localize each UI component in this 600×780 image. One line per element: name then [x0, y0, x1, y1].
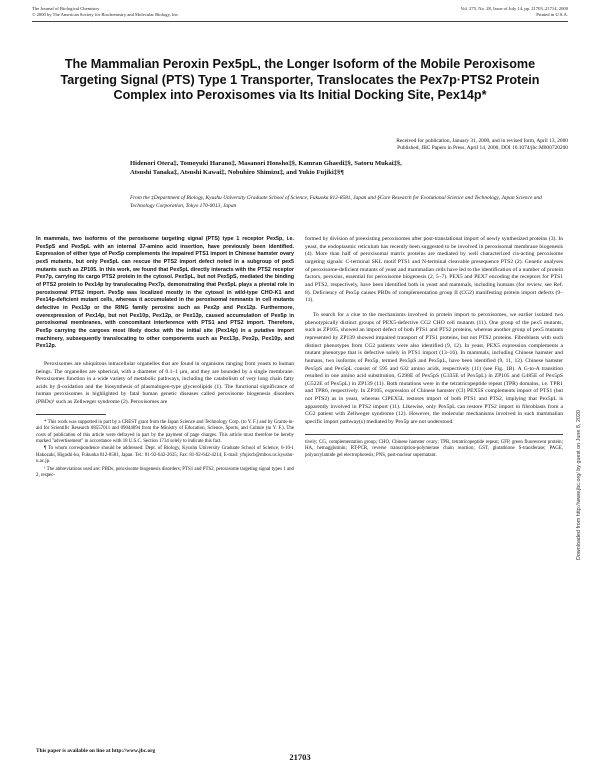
footnote-rule-right [305, 434, 563, 435]
copyright-line: © 2000 by The American Society for Biochemistry and Molecular Biology, Inc. [32, 12, 179, 17]
right-column [305, 236, 563, 459]
running-header-right [461, 6, 569, 18]
footnote-rule [36, 414, 106, 415]
journal-name: The Journal of Biological Chemistry [32, 6, 100, 11]
author-list [130, 159, 550, 177]
volume-issue: Vol. 275, No. 28, Issue of July 14, pp. 21703–21714, 2000 [460, 6, 568, 11]
online-availability: This paper is available on line at http://www.jbc.org [36, 748, 156, 754]
intro-paragraph-1: Peroxisomes are ubiquitous intracellular organelles that are found in organisms ranging from yeasts to human beings. The organelles are spherical, with a diameter of 0.1–1 µm, and they are bounded by a single membrane. Peroxisomes function in a wide variety of metabolic pathways, including the catabolism of very long chain fatty acids by β-oxidation and the biosynthesis of plasmalogen-type glycerolipids (1). The functional significance of human peroxisomes is highlighted by fatal human genetic diseases called peroxisome biogenesis disorders (PBDs)¹ such as Zellweger syndrome (2). Peroxisomes are [36, 360, 294, 406]
article-title: The Mammalian Peroxin Pex5pL, the Longer Isoform of the Mobile Peroxisome Targeting Signal (PTS) Type 1 Transporter, Translocates the Pex7p·PTS2 Protein Complex into Peroxisomes via Its Initial Docking Site, Pex14p* [60, 57, 540, 102]
page-number: 21703 [289, 752, 311, 762]
received-date: Received for publication, January 31, 2000, and in revised form, April 13, 2000 [396, 138, 568, 144]
download-sidebar: Downloaded from http://www.jbc.org/ by guest on June 8, 2020 [576, 410, 582, 560]
publication-dates [148, 138, 568, 153]
authors-line-1: Hidenori Otera‡, Tomoyuki Harano‡, Masanori Honsho‡§, Kamran Ghaedi‡§, Satoru Mukai‡§, [130, 160, 402, 167]
left-column [36, 236, 294, 480]
footnote-continued: tively; CG, complementation group; CHO, Chinese hamster ovary; TPR, tetratricopeptide repeat; GFP, green fluorescent protein; HA, hemagglutinin; RT-PCR, reverse transcription-polymerase chain reaction; GST, glutathione S-transferase; PAGE, polyacrylamide gel electrophoresis; PNS, post-nuclear supernatant. [305, 439, 563, 458]
footnotes [36, 420, 294, 480]
affiliation: From the ‡Department of Biology, Kyushu University Graduate School of Science, Fukuoka 812-8581, Japan and §Core Research for Evolutional Science and Technology, Japan Science and Technology Corporation, Tokyo 170-0013, Japan [130, 195, 542, 209]
footnote-funding: * This work was supported in part by a CREST grant from the Japan Science and Technology Corp. (to Y. F.) and by Grants-in-aid for Scientific Research 08557011 and 09044094 from the Ministry of Education, Science, Sports, and Culture (to Y. F.). The costs of publication of this article were defrayed in part by the payment of page charges. This article must therefore be hereby marked "advertisement" in accordance with 18 U.S.C. Section 1734 solely to indicate this fact. [36, 419, 294, 444]
footnote-abbreviations: ¹ The abbreviations used are: PBDs, peroxisome biogenesis disorders; PTS1 and PTS2, peroxisome targeting signal types 1 and 2, respec- [36, 466, 294, 479]
printed-in: Printed in U.S.A. [536, 12, 568, 17]
header-rule [32, 21, 568, 22]
running-header-left [32, 6, 179, 18]
abstract: In mammals, two isoforms of the peroxisome targeting signal (PTS) type 1 receptor Pex5p, i.e. Pex5pS and Pex5pL with an internal 37-amino acid insertion, have previously been identified. Expression of either type of Pex5p complements the impaired PTS1 import in Chinese hamster ovary pex5 mutants, but only Pex5pL can rescue the PTS2 import defect noted in a subgroup of pex5 mutants such as ZP105. In this work, we found that Pex5pL directly interacts with the PTS2 receptor Pex7p, carrying its cargo PTS2 protein in the cytosol. Pex5pL, but not Pex5pS, mediated the binding of PTS2 protein to Pex14p by translocating Pex7p, demonstrating that Pex5pL plays a pivotal role in peroxisomal PTS2 import. Pex5p was localized mostly in the cytosol in wild-type CHO-K1 and Pex14p-deficient mutant cells, whereas it accumulated in the peroxisomal remnants in cell mutants defective in Pex13p or the RING family peroxins such as Pex2p and Pex12p. Furthermore, overexpression of Pex14p, but not Pex10p, Pex12p, or Pex13p, caused accumulation of Pex5p in peroxisomal membranes, with concomitant interference with PTS1 and PTS2 import. Therefore, Pex5p carrying the cargoes most likely docks with the initial site (Pex14p) in a putative import machinery, subsequently translocating to other components such as Pex13p, Pex2p, Pex10p, and Pex12p. [36, 236, 294, 350]
intro-paragraph-2: formed by division of preexisting peroxisomes after post-translational import of newly synthesized proteins (3). In yeast, the endoplasmic reticulum has recently been suggested to be involved in peroxisomal membrane biogenesis (4). More than half of peroxisomal matrix proteins are mediated by well characterized cis-acting peroxisome targeting signals: C-terminal SKL motif PTS1 and N-terminal cleavable presequence PTS2 (2). Genetic analyses of peroxisome-deficient mutants of yeast and mammalian cells have led to the identification of a number of protein factors, peroxins, essential for peroxisome biogenesis (2, 5–7). PEX5 and PEX7 encoding the receptors for PTS1 and PTS2, respectively, have been identified both in yeast and mammals, including humans (for review, see Ref. 8). Deficiency of Pex5p causes PBDs of complementation group II (CG2) manifesting protein import defects (9–11). [305, 236, 563, 304]
intro-paragraph-3: To search for a clue to the mechanisms involved in protein import to peroxisomes, we earlier isolated two phenotypically distinct groups of PEX5-defective CG2 CHO cell mutants (11). One group of the pex5 mutants, such as ZP105, showed an import defect of both PTS1 and PTS2 proteins, whereas another group of pex5 mutants represented by ZP139 showed impaired transport of PTS1 proteins, but not PTS2 proteins. Fibroblasts with such distinct phenotypes from CG2 patients were also identified (9, 12). In yeast, PEX5 expression complements a mutant phenotype that is defective solely in PTS1 import (13–16). In mammals, including Chinese hamster and humans, two isoforms of Pex5p, termed Pex5pS and Pex5pL, have been identified (9, 11, 12). Chinese hamster Pex5pS and Pex5pL consist of 595 and 632 amino acids, respectively (11) (see Fig. 1B). A G-to-A transition resulted in one amino acid substitution, G298E of Pex5pS (G335E of Pex5pL) in ZP105 and G485E of Pex5pS (G522E of Pex5pL) in ZP139 (11). Both mutations were in the tetratricopeptide repeat (TPR) domains, i.e. TPR1 and TPR6, respectively. In ZP105, expression of Chinese hamster (Cl) PEX5S complements import of PTS1 (but not PTS2) as in yeast, whereas ClPEX5L restores import of both PTS1 and PTS2, implying that Pex5pL is apparently involved in PTS2 import (11). Likewise, only Pex5pL can restore PTS2 import in fibroblasts from a CG2 patient with Zellweger syndrome (12). However, the molecular mechanisms involved in such mammalian specific import pathway(s) mediated by Pex5p are not understood. [305, 311, 563, 426]
footnote-correspondence: ¶ To whom correspondence should be addressed: Dept. of Biology, Kyushu University Graduate School of Science, 6-10-1 Hakozaki, Higashi-ku, Fukuoka 812-8581, Japan. Tel.: 81-92-642-2635; Fax: 81-92-642-4214; E-mail: yfujiscb@mbox.nc.kyushu-u.ac.jp. [36, 446, 294, 465]
published-date: Published, JBC Papers in Press, April 14, 2000, DOI 10.1074/jbc.M000720200 [397, 145, 568, 152]
authors-line-2: Atsushi Tanaka‡, Atsushi Kawai‡, Nobuhiro Shimizu‡, and Yukio Fujiki‡§¶ [130, 169, 344, 177]
